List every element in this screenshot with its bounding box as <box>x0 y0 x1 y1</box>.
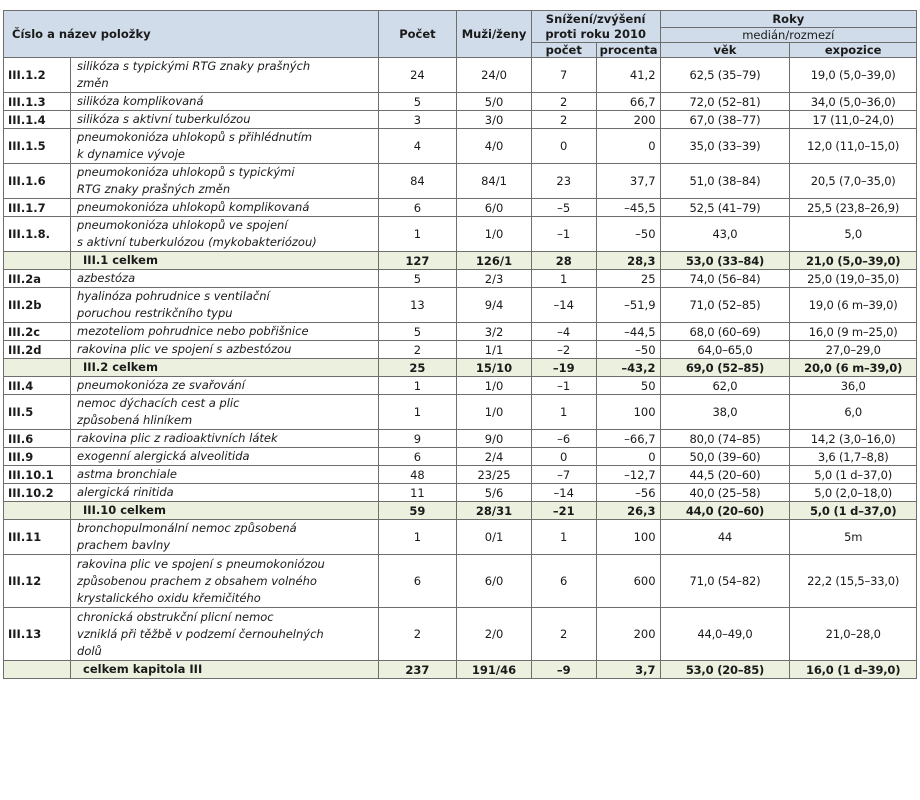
age-cell: 53,0 (33–84) <box>660 252 790 270</box>
item-description <box>71 395 379 430</box>
item-code: III.11 <box>4 520 71 555</box>
exposure-cell: 14,2 (3,0–16,0) <box>790 430 917 448</box>
change-percent-cell: –12,7 <box>596 466 660 484</box>
exposure-cell: 3,6 (1,7–8,8) <box>790 448 917 466</box>
count-cell: 5 <box>378 270 457 288</box>
table-row <box>4 58 917 93</box>
change-count-cell: 28 <box>531 252 596 270</box>
item-code <box>4 359 71 377</box>
count-cell: 237 <box>378 661 457 679</box>
change-count-cell: –1 <box>531 217 596 252</box>
description-line: RTG znaky prašných změn <box>77 182 231 196</box>
description-line: rakovina plic ve spojení s pneumokoniózou <box>77 556 325 571</box>
header-age: věk <box>660 43 790 58</box>
change-count-cell: 6 <box>531 555 596 608</box>
item-description <box>71 608 379 661</box>
item-code <box>4 252 71 270</box>
change-percent-cell: 28,3 <box>596 252 660 270</box>
exposure-cell: 16,0 (9 m–25,0) <box>790 323 917 341</box>
men-women-cell: 3/0 <box>457 111 531 129</box>
description-line: silikóza komplikovaná <box>77 94 204 108</box>
age-cell: 44 <box>660 520 790 555</box>
table-row <box>4 395 917 430</box>
change-percent-cell: –44,5 <box>596 323 660 341</box>
change-percent-cell: 600 <box>596 555 660 608</box>
description-line: pneumokonióza uhlokopů s přihlédnutím <box>77 130 313 144</box>
description-line: k dynamice vývoje <box>77 147 185 161</box>
exposure-cell: 5,0 <box>790 217 917 252</box>
count-cell: 24 <box>378 58 457 93</box>
table-row <box>4 129 917 164</box>
change-count-cell: 1 <box>531 520 596 555</box>
grand-total-row <box>4 661 917 679</box>
header-men-women: Muži/ženy <box>457 11 531 58</box>
age-cell: 51,0 (38–84) <box>660 164 790 199</box>
table-row <box>4 377 917 395</box>
exposure-cell: 20,5 (7,0–35,0) <box>790 164 917 199</box>
count-cell: 25 <box>378 359 457 377</box>
count-cell: 5 <box>378 93 457 111</box>
table-row <box>4 484 917 502</box>
description-line: dolů <box>77 643 102 658</box>
men-women-cell: 28/31 <box>457 502 531 520</box>
description-line: III.2 celkem <box>83 360 158 374</box>
description-line: celkem kapitola III <box>83 662 203 676</box>
change-percent-cell: 0 <box>596 448 660 466</box>
exposure-cell: 25,5 (23,8–26,9) <box>790 199 917 217</box>
change-percent-cell: 26,3 <box>596 502 660 520</box>
change-count-cell: –14 <box>531 484 596 502</box>
description-line: nemoc dýchacích cest a plic <box>77 396 240 410</box>
change-percent-cell: 0 <box>596 129 660 164</box>
change-count-cell: –5 <box>531 199 596 217</box>
item-code: III.1.3 <box>4 93 71 111</box>
item-code: III.1.2 <box>4 58 71 93</box>
age-cell: 68,0 (60–69) <box>660 323 790 341</box>
men-women-cell: 1/0 <box>457 217 531 252</box>
description-line: chronická obstrukční plicní nemoc <box>77 609 274 624</box>
subtotal-row <box>4 502 917 520</box>
description-line: III.1 celkem <box>83 253 158 267</box>
header-years: Roky <box>660 11 916 28</box>
item-code: III.1.5 <box>4 129 71 164</box>
men-women-cell: 23/25 <box>457 466 531 484</box>
count-cell: 2 <box>378 608 457 661</box>
item-description <box>71 520 379 555</box>
header-exposure: expozice <box>790 43 917 58</box>
item-code: III.12 <box>4 555 71 608</box>
change-percent-cell: 3,7 <box>596 661 660 679</box>
age-cell: 72,0 (52–81) <box>660 93 790 111</box>
exposure-cell: 22,2 (15,5–33,0) <box>790 555 917 608</box>
age-cell: 69,0 (52–85) <box>660 359 790 377</box>
table-row <box>4 555 917 608</box>
description-line: III.10 celkem <box>83 503 166 517</box>
exposure-cell: 6,0 <box>790 395 917 430</box>
description-line: způsobená hliníkem <box>77 413 193 427</box>
description-line: prachem bavlny <box>77 538 171 552</box>
table-row <box>4 93 917 111</box>
description-line: způsobenou prachem z obsahem volného <box>77 573 317 588</box>
change-percent-cell: 25 <box>596 270 660 288</box>
change-percent-cell: –50 <box>596 217 660 252</box>
men-women-cell: 2/4 <box>457 448 531 466</box>
description-line: krystalického oxidu křemičitého <box>77 590 261 605</box>
exposure-cell: 19,0 (5,0–39,0) <box>790 58 917 93</box>
men-women-cell: 84/1 <box>457 164 531 199</box>
table-row <box>4 288 917 323</box>
change-percent-cell: 200 <box>596 111 660 129</box>
description-line: poruchou restrikčního typu <box>77 306 233 320</box>
item-description <box>71 217 379 252</box>
table-row <box>4 341 917 359</box>
change-count-cell: 2 <box>531 93 596 111</box>
description-line: mezoteliom pohrudnice nebo pobřišnice <box>77 324 309 338</box>
exposure-cell: 25,0 (19,0–35,0) <box>790 270 917 288</box>
change-percent-cell: 37,7 <box>596 164 660 199</box>
men-women-cell: 4/0 <box>457 129 531 164</box>
item-description <box>71 359 379 377</box>
exposure-cell: 5,0 (1 d–37,0) <box>790 466 917 484</box>
item-code: III.6 <box>4 430 71 448</box>
item-description <box>71 252 379 270</box>
item-code: III.4 <box>4 377 71 395</box>
age-cell: 62,5 (35–79) <box>660 58 790 93</box>
change-count-cell: –1 <box>531 377 596 395</box>
count-cell: 4 <box>378 129 457 164</box>
change-count-cell: –2 <box>531 341 596 359</box>
exposure-cell: 36,0 <box>790 377 917 395</box>
subtotal-row <box>4 252 917 270</box>
exposure-cell: 5,0 (1 d–37,0) <box>790 502 917 520</box>
item-code: III.1.8. <box>4 217 71 252</box>
occupational-disease-table <box>3 10 917 679</box>
count-cell: 48 <box>378 466 457 484</box>
exposure-cell: 20,0 (6 m–39,0) <box>790 359 917 377</box>
item-code: III.1.7 <box>4 199 71 217</box>
count-cell: 6 <box>378 448 457 466</box>
description-line: silikóza s typickými RTG znaky prašných <box>77 59 311 73</box>
men-women-cell: 5/0 <box>457 93 531 111</box>
count-cell: 127 <box>378 252 457 270</box>
item-code: III.1.6 <box>4 164 71 199</box>
change-count-cell: 7 <box>531 58 596 93</box>
item-code <box>4 661 71 679</box>
change-count-cell: –6 <box>531 430 596 448</box>
table-caption <box>3 1 917 10</box>
change-percent-cell: –56 <box>596 484 660 502</box>
table-body <box>4 58 917 679</box>
change-percent-cell: 66,7 <box>596 93 660 111</box>
description-line: silikóza s aktivní tuberkulózou <box>77 112 251 126</box>
table-row <box>4 164 917 199</box>
men-women-cell: 126/1 <box>457 252 531 270</box>
description-line: astma bronchiale <box>77 467 177 481</box>
item-description <box>71 270 379 288</box>
age-cell: 44,0 (20–60) <box>660 502 790 520</box>
item-description <box>71 111 379 129</box>
item-description <box>71 93 379 111</box>
description-line: pneumokonióza uhlokopů s typickými <box>77 165 295 179</box>
change-count-cell: 2 <box>531 111 596 129</box>
exposure-cell: 17 (11,0–24,0) <box>790 111 917 129</box>
description-line: vzniklá při těžbě v podzemí černouhelných <box>77 626 324 641</box>
count-cell: 1 <box>378 520 457 555</box>
item-code: III.2c <box>4 323 71 341</box>
count-cell: 59 <box>378 502 457 520</box>
exposure-cell: 5m <box>790 520 917 555</box>
description-line: pneumokonióza uhlokopů komplikovaná <box>77 200 310 214</box>
item-description <box>71 502 379 520</box>
age-cell: 52,5 (41–79) <box>660 199 790 217</box>
item-description <box>71 484 379 502</box>
count-cell: 1 <box>378 217 457 252</box>
change-percent-cell: 50 <box>596 377 660 395</box>
age-cell: 44,0–49,0 <box>660 608 790 661</box>
change-count-cell: –9 <box>531 661 596 679</box>
men-women-cell: 191/46 <box>457 661 531 679</box>
description-line: pneumokonióza ze svařování <box>77 378 245 392</box>
item-code: III.13 <box>4 608 71 661</box>
age-cell: 71,0 (52–85) <box>660 288 790 323</box>
exposure-cell: 27,0–29,0 <box>790 341 917 359</box>
age-cell: 71,0 (54–82) <box>660 555 790 608</box>
men-women-cell: 2/3 <box>457 270 531 288</box>
count-cell: 9 <box>378 430 457 448</box>
change-percent-cell: –50 <box>596 341 660 359</box>
table-row <box>4 430 917 448</box>
header-change-group <box>531 11 660 43</box>
men-women-cell: 3/2 <box>457 323 531 341</box>
item-description <box>71 164 379 199</box>
exposure-cell: 21,0 (5,0–39,0) <box>790 252 917 270</box>
count-cell: 13 <box>378 288 457 323</box>
description-line: rakovina plic z radioaktivních látek <box>77 431 278 445</box>
item-description <box>71 661 379 679</box>
item-description <box>71 199 379 217</box>
count-cell: 11 <box>378 484 457 502</box>
change-percent-cell: –43,2 <box>596 359 660 377</box>
table-row <box>4 608 917 661</box>
change-count-cell: –4 <box>531 323 596 341</box>
item-description <box>71 58 379 93</box>
item-code: III.5 <box>4 395 71 430</box>
table-row <box>4 448 917 466</box>
age-cell: 38,0 <box>660 395 790 430</box>
item-code: III.2b <box>4 288 71 323</box>
men-women-cell: 6/0 <box>457 199 531 217</box>
men-women-cell: 0/1 <box>457 520 531 555</box>
item-description <box>71 430 379 448</box>
item-description <box>71 377 379 395</box>
men-women-cell: 1/0 <box>457 377 531 395</box>
men-women-cell: 15/10 <box>457 359 531 377</box>
count-cell: 5 <box>378 323 457 341</box>
change-count-cell: 23 <box>531 164 596 199</box>
header-change-line2: proti roku 2010 <box>545 26 646 41</box>
age-cell: 40,0 (25–58) <box>660 484 790 502</box>
table-row <box>4 199 917 217</box>
age-cell: 74,0 (56–84) <box>660 270 790 288</box>
men-women-cell: 1/0 <box>457 395 531 430</box>
age-cell: 43,0 <box>660 217 790 252</box>
men-women-cell: 24/0 <box>457 58 531 93</box>
age-cell: 64,0–65,0 <box>660 341 790 359</box>
change-count-cell: –21 <box>531 502 596 520</box>
age-cell: 53,0 (20–85) <box>660 661 790 679</box>
description-line: azbestóza <box>77 271 136 285</box>
count-cell: 6 <box>378 199 457 217</box>
men-women-cell: 2/0 <box>457 608 531 661</box>
header-change-count: počet <box>531 43 596 58</box>
item-code: III.2d <box>4 341 71 359</box>
item-description <box>71 129 379 164</box>
item-description <box>71 288 379 323</box>
age-cell: 62,0 <box>660 377 790 395</box>
change-percent-cell: –45,5 <box>596 199 660 217</box>
header-count: Počet <box>378 11 457 58</box>
exposure-cell: 19,0 (6 m–39,0) <box>790 288 917 323</box>
exposure-cell: 12,0 (11,0–15,0) <box>790 129 917 164</box>
change-percent-cell: 41,2 <box>596 58 660 93</box>
description-line: bronchopulmonální nemoc způsobená <box>77 521 297 535</box>
count-cell: 3 <box>378 111 457 129</box>
description-line: změn <box>77 76 109 90</box>
description-line: exogenní alergická alveolitida <box>77 449 250 463</box>
header-change-line1: Snížení/zvýšení <box>545 11 646 26</box>
item-description <box>71 466 379 484</box>
item-description <box>71 555 379 608</box>
table-row <box>4 520 917 555</box>
item-description <box>71 323 379 341</box>
change-count-cell: –19 <box>531 359 596 377</box>
men-women-cell: 9/4 <box>457 288 531 323</box>
table-row <box>4 111 917 129</box>
change-percent-cell: 100 <box>596 395 660 430</box>
age-cell: 80,0 (74–85) <box>660 430 790 448</box>
change-count-cell: 1 <box>531 395 596 430</box>
men-women-cell: 6/0 <box>457 555 531 608</box>
item-code: III.10.2 <box>4 484 71 502</box>
age-cell: 67,0 (38–77) <box>660 111 790 129</box>
men-women-cell: 9/0 <box>457 430 531 448</box>
count-cell: 1 <box>378 395 457 430</box>
description-line: s aktivní tuberkulózou (mykobakteriózou) <box>77 235 317 249</box>
item-code <box>4 502 71 520</box>
count-cell: 6 <box>378 555 457 608</box>
header-name: Číslo a název položky <box>4 11 379 58</box>
exposure-cell: 34,0 (5,0–36,0) <box>790 93 917 111</box>
description-line: hyalinóza pohrudnice s ventilační <box>77 289 270 303</box>
table-row <box>4 270 917 288</box>
item-description <box>71 341 379 359</box>
table-row <box>4 323 917 341</box>
change-count-cell: 0 <box>531 448 596 466</box>
item-code: III.9 <box>4 448 71 466</box>
exposure-cell: 16,0 (1 d–39,0) <box>790 661 917 679</box>
subtotal-row <box>4 359 917 377</box>
men-women-cell: 1/1 <box>457 341 531 359</box>
age-cell: 44,5 (20–60) <box>660 466 790 484</box>
exposure-cell: 21,0–28,0 <box>790 608 917 661</box>
change-count-cell: 2 <box>531 608 596 661</box>
description-line: alergická rinitida <box>77 485 174 499</box>
item-code: III.1.4 <box>4 111 71 129</box>
change-count-cell: 0 <box>531 129 596 164</box>
age-cell: 50,0 (39–60) <box>660 448 790 466</box>
change-percent-cell: 200 <box>596 608 660 661</box>
description-line: pneumokonióza uhlokopů ve spojení <box>77 218 288 232</box>
header-years-sub: medián/rozmezí <box>660 28 916 43</box>
men-women-cell: 5/6 <box>457 484 531 502</box>
change-percent-cell: –51,9 <box>596 288 660 323</box>
table-row <box>4 217 917 252</box>
change-count-cell: –7 <box>531 466 596 484</box>
item-description <box>71 448 379 466</box>
exposure-cell: 5,0 (2,0–18,0) <box>790 484 917 502</box>
change-count-cell: 1 <box>531 270 596 288</box>
count-cell: 84 <box>378 164 457 199</box>
item-code: III.10.1 <box>4 466 71 484</box>
count-cell: 1 <box>378 377 457 395</box>
change-percent-cell: 100 <box>596 520 660 555</box>
change-count-cell: –14 <box>531 288 596 323</box>
change-percent-cell: –66,7 <box>596 430 660 448</box>
table-row <box>4 466 917 484</box>
table-header <box>4 11 917 58</box>
count-cell: 2 <box>378 341 457 359</box>
description-line: rakovina plic ve spojení s azbestózou <box>77 342 292 356</box>
header-change-pct: procenta <box>596 43 660 58</box>
item-code: III.2a <box>4 270 71 288</box>
age-cell: 35,0 (33–39) <box>660 129 790 164</box>
